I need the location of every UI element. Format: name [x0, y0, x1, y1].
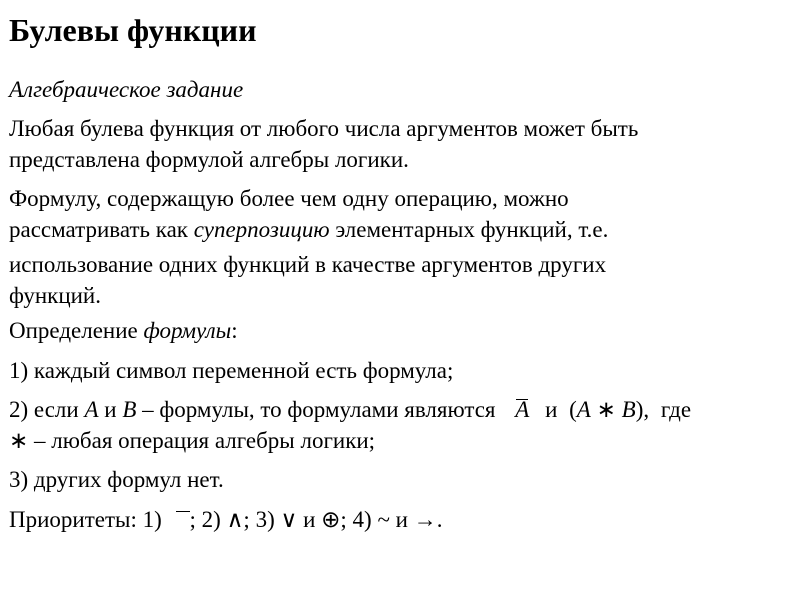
superposition-term: суперпозицию [193, 217, 330, 242]
expression-open-paren: ( [569, 397, 577, 422]
variable-a: A [84, 397, 99, 422]
priorities-text: Приоритеты: 1) [9, 507, 168, 532]
paragraph-2-line-3: использование одних функций в качестве аргументов других [9, 252, 607, 277]
list-item-1: 1) каждый символ переменной есть формула; [9, 358, 454, 383]
item-2-text: и [98, 397, 123, 422]
paragraph-2-line-2 [9, 214, 608, 245]
item-2-text: где [655, 397, 692, 422]
definition-line [9, 315, 238, 346]
variable-b: B [122, 397, 137, 422]
list-item-3: 3) других формул нет. [9, 467, 224, 492]
list-item-2 [9, 394, 791, 425]
negated-a: A [515, 394, 529, 425]
paragraph-2-line-4: функций. [9, 283, 101, 308]
definition-text: Определение [9, 318, 144, 343]
operation-symbol: ∗ [590, 397, 622, 422]
negation-bar-icon [176, 504, 190, 518]
priorities-text: ; 2) ∧; 3) ∨ и ⊕; 4) ~ и →. [189, 507, 443, 532]
definition-colon: : [231, 318, 238, 343]
item-2-text: 2) если [9, 397, 85, 422]
paragraph-1-line-2: представлена формулой алгебры логики. [9, 147, 409, 172]
formula-term: формулы [143, 318, 232, 343]
expression-close-paren: ), [635, 397, 650, 422]
section-subtitle: Алгебраическое задание [9, 77, 244, 102]
expression-var-b: B [621, 397, 636, 422]
paragraph-2-text: элементарных функций, т.е. [329, 217, 609, 242]
item-2-text: и [539, 397, 564, 422]
paragraph-2-text: рассматривать как [9, 217, 194, 242]
list-item-2-line-2: ∗ – любая операция алгебры логики; [9, 428, 376, 453]
priorities-line [9, 504, 442, 535]
page-title: Булевы функции [9, 12, 257, 48]
expression-var-a: A [576, 397, 591, 422]
paragraph-1-line-1: Любая булева функция от любого числа аргументов может быть [9, 116, 639, 141]
paragraph-2-line-1: Формулу, содержащую более чем одну операцию, можно [9, 186, 569, 211]
item-2-text: – формулы, то формулами являются [136, 397, 502, 422]
